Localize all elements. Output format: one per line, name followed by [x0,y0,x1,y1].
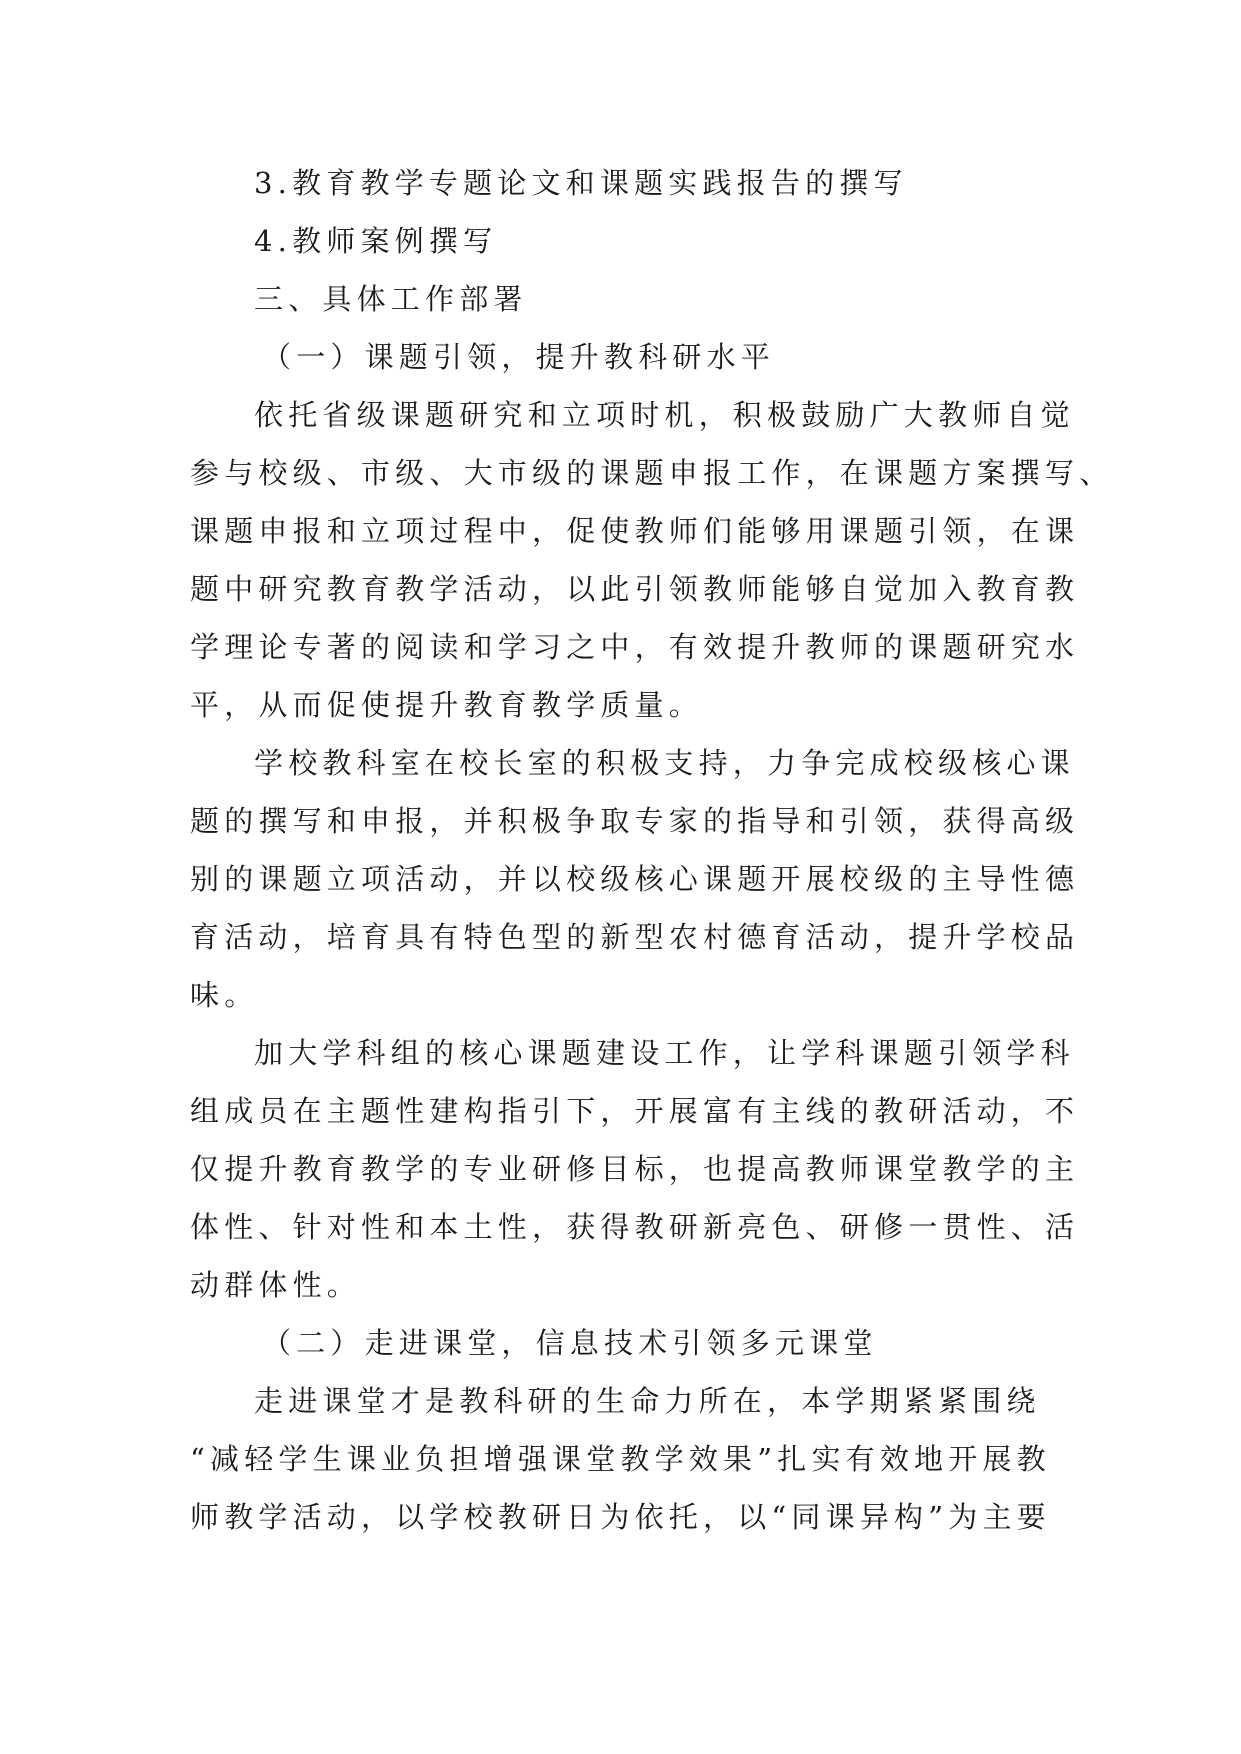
paragraph-line: 依托省级课题研究和立项时机，积极鼓励广大教师自觉 [254,398,1075,432]
paragraph-line: 师教学活动，以学校教研日为依托，以“同课异构”为主要 [190,1500,1051,1534]
subsection-heading-1: （一）课题引领，提升教科研水平 [262,340,776,374]
paragraph-line: 仅提升教育教学的专业研修目标，也提高教师课堂教学的主 [190,1152,1080,1186]
list-item-4: 4.教师案例撰写 [254,224,498,258]
paragraph-line: 参与校级、市级、大市级的课题申报工作，在课题方案撰写、 [190,456,1114,490]
paragraph-line: 组成员在主题性建构指引下，开展富有主线的教研活动，不 [190,1094,1080,1128]
paragraph-line: 学校教科室在校长室的积极支持，力争完成校级核心课 [254,746,1075,780]
section-heading: 三、具体工作部署 [254,282,528,316]
paragraph-line: 味。 [190,978,259,1012]
paragraph-line: 育活动，培育具有特色型的新型农村德育活动，提升学校品 [190,920,1080,954]
document-body [190,154,1114,1546]
paragraph-line: 学理论专著的阅读和学习之中，有效提升教师的课题研究水 [190,630,1080,664]
paragraph-line: 别的课题立项活动，并以校级核心课题开展校级的主导性德 [190,862,1080,896]
paragraph-line: “减轻学生课业负担增强课堂教学效果”扎实有效地开展教 [190,1442,1051,1476]
paragraph-line: 题的撰写和申报，并积极争取专家的指导和引领，获得高级 [190,804,1080,838]
list-item-3: 3.教育教学专题论文和课题实践报告的撰写 [254,166,908,200]
paragraph-line: 课题申报和立项过程中，促使教师们能够用课题引领，在课 [190,514,1080,548]
paragraph-line: 体性、针对性和本土性，获得教研新亮色、研修一贯性、活 [190,1210,1080,1244]
paragraph-line: 加大学科组的核心课题建设工作，让学科课题引领学科 [254,1036,1075,1070]
paragraph-line: 走进课堂才是教科研的生命力所在，本学期紧紧围绕 [254,1384,1041,1418]
paragraph-line: 题中研究教育教学活动，以此引领教师能够自觉加入教育教 [190,572,1080,606]
subsection-heading-2: （二）走进课堂，信息技术引领多元课堂 [262,1326,878,1360]
paragraph-line: 平，从而促使提升教育教学质量。 [190,688,704,722]
paragraph-line: 动群体性。 [190,1268,362,1302]
